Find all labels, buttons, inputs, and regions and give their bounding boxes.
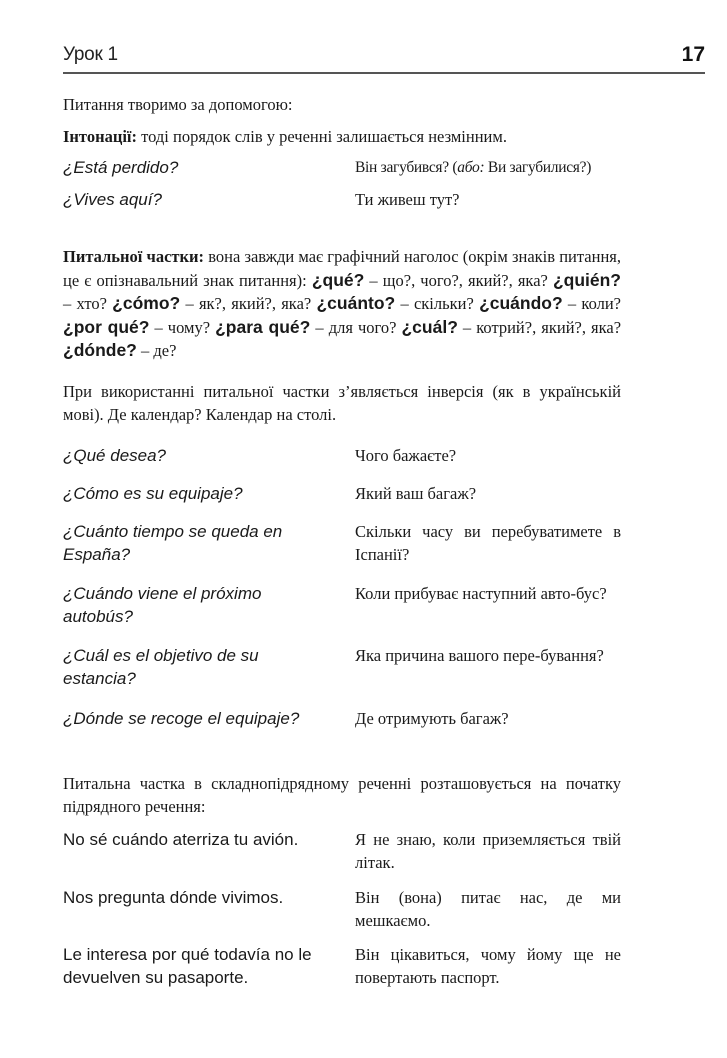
subordinate-paragraph: Питальна частка в складнопідрядному реченні розташовується на початку підрядного речення: — [63, 774, 621, 816]
particle-translation: – для чого? — [310, 317, 402, 337]
example-es: ¿Cuánto tiempo se queda en España? — [63, 522, 283, 564]
example-es: ¿Cuándo viene el próximo autobús? — [63, 584, 262, 626]
particle-translation: – скільки? — [395, 294, 480, 313]
example-es: ¿Está perdido? — [63, 158, 179, 177]
example-es: Le interesa por qué todavía no le devuelven su pasaporte. — [63, 945, 312, 987]
example-es: ¿Dónde se recoge el equipaje? — [63, 709, 300, 728]
particle-translation: – чому? — [149, 317, 216, 337]
particle-translation: – котрий?, який?, яка? — [457, 317, 622, 337]
example-uk — [355, 156, 621, 179]
particle-word: ¿para qué? — [215, 316, 311, 337]
intro-text: Питання творимо за допомогою: — [63, 95, 293, 114]
inversion-paragraph: При використанні питальної частки з’являється інверсія (як в українській мові). Де календар? Календар на столі. — [63, 382, 621, 424]
page-number: 17 — [681, 43, 705, 66]
example-es: No sé cuándo aterriza tu avión. — [63, 830, 299, 849]
example-es: ¿Cuál es el objetivo de su estancia? — [63, 646, 259, 688]
example-es: ¿Vives aquí? — [63, 190, 162, 209]
particle-text: вона завжди має графічний наголос (окрім знаків питання, це є опізнавальний знак питання): — [63, 247, 621, 290]
example-uk: Який ваш багаж? — [355, 484, 477, 503]
intonation-label: Інтонації: — [63, 127, 137, 146]
particle-word: ¿qué? — [311, 269, 365, 290]
example-uk-main: Він загубився? ( — [355, 159, 458, 176]
example-uk: Скільки часу ви перебуватимете в Іспанії? — [355, 522, 621, 564]
particle-translation: – де? — [136, 341, 177, 360]
page-header — [63, 44, 705, 74]
example-uk: Він (вона) питає нас, де ми мешкаємо. — [355, 888, 621, 930]
particle-word: ¿dónde? — [63, 340, 137, 360]
example-es: ¿Qué desea? — [63, 446, 167, 465]
particle-word: ¿cuál? — [401, 316, 458, 337]
particle-word: ¿cómo? — [112, 293, 181, 313]
example-uk: Я не знаю, коли приземляється твій літак. — [355, 830, 621, 872]
intonation-text: тоді порядок слів у реченні залишається незмінним. — [137, 127, 507, 146]
example-uk: Коли прибуває наступний авто-бус? — [355, 584, 607, 603]
example-uk-tail: Ви загубилися?) — [484, 159, 592, 176]
particle-word: ¿cuándo? — [479, 293, 563, 313]
particle-translation: – як?, який?, яка? — [180, 294, 317, 313]
particle-word: ¿cuánto? — [316, 293, 396, 313]
particle-translation: – що?, чого?, який?, яка? — [364, 270, 553, 290]
example-es: ¿Cómo es su equipaje? — [63, 484, 243, 503]
particle-translation: – хто? — [63, 294, 113, 313]
example-es: Nos pregunta dónde vivimos. — [63, 888, 284, 907]
example-uk: Ти живеш тут? — [355, 190, 460, 209]
example-uk: Він цікавиться, чому йому ще не повертають паспорт. — [355, 945, 621, 987]
lesson-title: Урок 1 — [63, 44, 118, 65]
example-uk: Чого бажаєте? — [355, 446, 457, 465]
particle-translation: – коли? — [562, 294, 622, 313]
intonation-paragraph — [63, 125, 621, 148]
particle-word: ¿quién? — [552, 269, 621, 290]
particle-paragraph — [63, 245, 621, 363]
example-uk: Яка причина вашого пере-бування? — [355, 646, 604, 665]
example-uk: Де отримують багаж? — [355, 709, 509, 728]
particle-label: Питальної частки: — [63, 247, 205, 266]
example-uk-note: або: — [457, 159, 485, 176]
particle-word: ¿por qué? — [63, 316, 150, 337]
